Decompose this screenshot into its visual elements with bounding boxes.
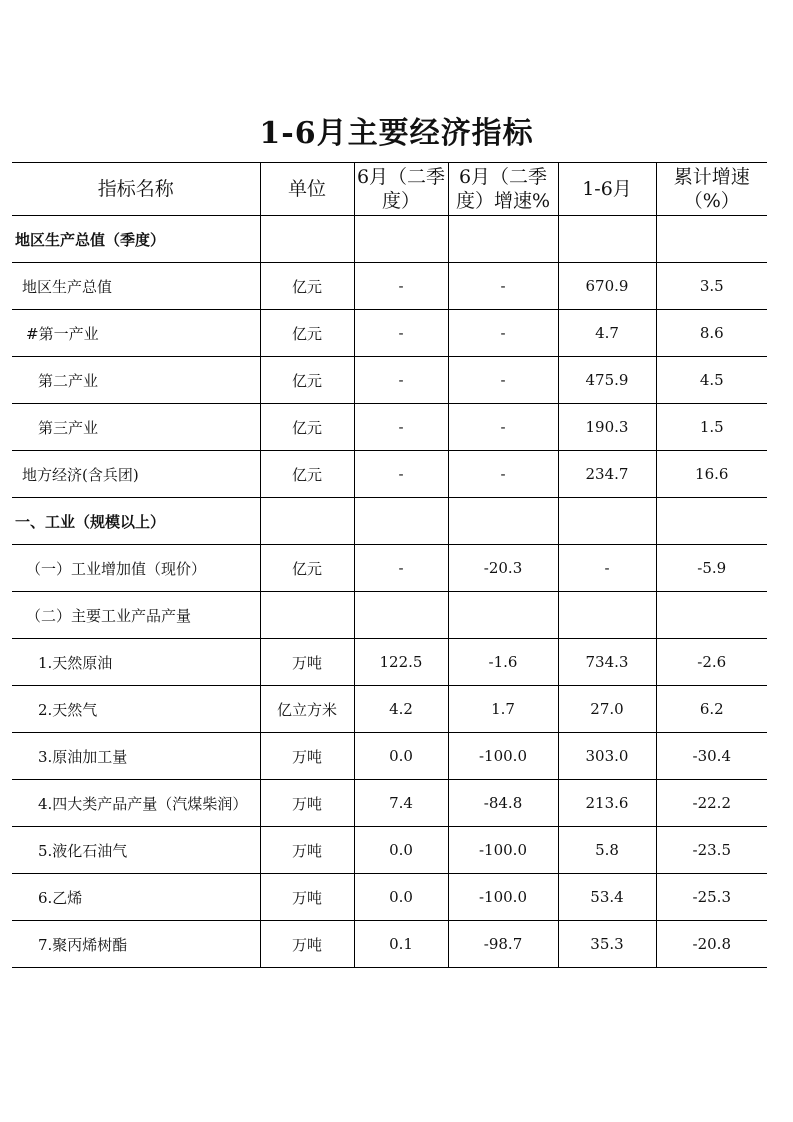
row-cum: 6.2: [656, 686, 767, 733]
table-row: [12, 733, 767, 780]
row-jun: 0.0: [354, 874, 448, 921]
row-h1: [558, 216, 656, 263]
row-name: 地方经济(含兵团): [12, 451, 260, 498]
table-row: [12, 357, 767, 404]
row-jun-growth: -: [448, 357, 558, 404]
row-cum: -22.2: [656, 780, 767, 827]
row-cum: -5.9: [656, 545, 767, 592]
header-jun-growth: 6月（二季度）增速%: [448, 163, 558, 216]
row-h1: 303.0: [558, 733, 656, 780]
row-cum: 1.5: [656, 404, 767, 451]
table-row: [12, 216, 767, 263]
row-unit: 万吨: [260, 639, 354, 686]
row-cum: -30.4: [656, 733, 767, 780]
row-cum: -20.8: [656, 921, 767, 968]
row-h1: 190.3: [558, 404, 656, 451]
row-jun: -: [354, 404, 448, 451]
header-cum-growth: 累计增速（%）: [656, 163, 767, 216]
header-name: 指标名称: [12, 163, 260, 216]
table-row: [12, 686, 767, 733]
row-unit: [260, 592, 354, 639]
row-jun: 122.5: [354, 639, 448, 686]
row-unit: 万吨: [260, 780, 354, 827]
row-jun: 4.2: [354, 686, 448, 733]
table-row: [12, 545, 767, 592]
row-cum: 8.6: [656, 310, 767, 357]
row-name: 一、工业（规模以上）: [12, 498, 260, 545]
row-name: 地区生产总值（季度）: [12, 216, 260, 263]
row-cum: [656, 216, 767, 263]
row-unit: 亿元: [260, 451, 354, 498]
row-name: 3.原油加工量: [12, 733, 260, 780]
row-jun: -: [354, 545, 448, 592]
row-unit: 万吨: [260, 874, 354, 921]
row-unit: 亿元: [260, 404, 354, 451]
row-jun-growth: [448, 498, 558, 545]
table-row: [12, 827, 767, 874]
table-row: [12, 310, 767, 357]
row-cum: -25.3: [656, 874, 767, 921]
row-jun-growth: -100.0: [448, 827, 558, 874]
row-cum: [656, 498, 767, 545]
row-jun: -: [354, 263, 448, 310]
row-h1: 5.8: [558, 827, 656, 874]
row-name: 第二产业: [12, 357, 260, 404]
row-name: #第一产业: [12, 310, 260, 357]
row-jun-growth: -84.8: [448, 780, 558, 827]
row-h1: 670.9: [558, 263, 656, 310]
row-h1: 35.3: [558, 921, 656, 968]
row-jun: 0.0: [354, 827, 448, 874]
row-jun: -: [354, 357, 448, 404]
table-header: [12, 163, 767, 216]
table-row: [12, 639, 767, 686]
row-unit: 万吨: [260, 827, 354, 874]
row-cum: -2.6: [656, 639, 767, 686]
row-jun-growth: -: [448, 310, 558, 357]
row-h1: [558, 592, 656, 639]
row-jun-growth: [448, 592, 558, 639]
row-h1: 4.7: [558, 310, 656, 357]
row-jun: [354, 592, 448, 639]
row-jun: [354, 216, 448, 263]
table-row: [12, 780, 767, 827]
row-jun-growth: -1.6: [448, 639, 558, 686]
header-jun: 6月（二季度）: [354, 163, 448, 216]
row-name: 第三产业: [12, 404, 260, 451]
row-unit: 万吨: [260, 921, 354, 968]
row-jun: 0.1: [354, 921, 448, 968]
row-name: 1.天然原油: [12, 639, 260, 686]
row-h1: -: [558, 545, 656, 592]
table-row: [12, 404, 767, 451]
row-unit: 亿元: [260, 545, 354, 592]
table-row: [12, 263, 767, 310]
row-h1: 27.0: [558, 686, 656, 733]
row-unit: 万吨: [260, 733, 354, 780]
row-name: 6.乙烯: [12, 874, 260, 921]
row-jun-growth: -100.0: [448, 874, 558, 921]
table-row: [12, 451, 767, 498]
row-unit: 亿元: [260, 357, 354, 404]
row-jun: [354, 498, 448, 545]
row-h1: 734.3: [558, 639, 656, 686]
row-cum: 3.5: [656, 263, 767, 310]
row-name: 地区生产总值: [12, 263, 260, 310]
row-jun: 7.4: [354, 780, 448, 827]
row-cum: 4.5: [656, 357, 767, 404]
table-row: [12, 498, 767, 545]
table-row: [12, 921, 767, 968]
row-cum: -23.5: [656, 827, 767, 874]
row-jun-growth: -20.3: [448, 545, 558, 592]
row-h1: 234.7: [558, 451, 656, 498]
row-jun-growth: -: [448, 404, 558, 451]
row-name: （一）工业增加值（现价）: [12, 545, 260, 592]
table-row: [12, 874, 767, 921]
row-h1: 213.6: [558, 780, 656, 827]
row-jun-growth: -: [448, 263, 558, 310]
header-h1: 1-6月: [558, 163, 656, 216]
row-cum: [656, 592, 767, 639]
row-unit: 亿元: [260, 310, 354, 357]
row-name: 4.四大类产品产量（汽煤柴润）: [12, 780, 260, 827]
indicator-table: [12, 162, 767, 968]
row-h1: 53.4: [558, 874, 656, 921]
row-name: 5.液化石油气: [12, 827, 260, 874]
row-name: 7.聚丙烯树酯: [12, 921, 260, 968]
row-name: 2.天然气: [12, 686, 260, 733]
table-row: [12, 592, 767, 639]
row-jun-growth: -98.7: [448, 921, 558, 968]
row-jun: 0.0: [354, 733, 448, 780]
row-jun-growth: -: [448, 451, 558, 498]
row-unit: [260, 498, 354, 545]
row-unit: [260, 216, 354, 263]
row-jun-growth: 1.7: [448, 686, 558, 733]
row-jun: -: [354, 310, 448, 357]
row-jun-growth: -100.0: [448, 733, 558, 780]
page-title: 1-6月主要经济指标: [259, 116, 534, 151]
row-unit: 亿元: [260, 263, 354, 310]
row-jun: -: [354, 451, 448, 498]
row-cum: 16.6: [656, 451, 767, 498]
header-unit: 单位: [260, 163, 354, 216]
row-h1: 475.9: [558, 357, 656, 404]
row-unit: 亿立方米: [260, 686, 354, 733]
row-jun-growth: [448, 216, 558, 263]
row-name: （二）主要工业产品产量: [12, 592, 260, 639]
row-h1: [558, 498, 656, 545]
